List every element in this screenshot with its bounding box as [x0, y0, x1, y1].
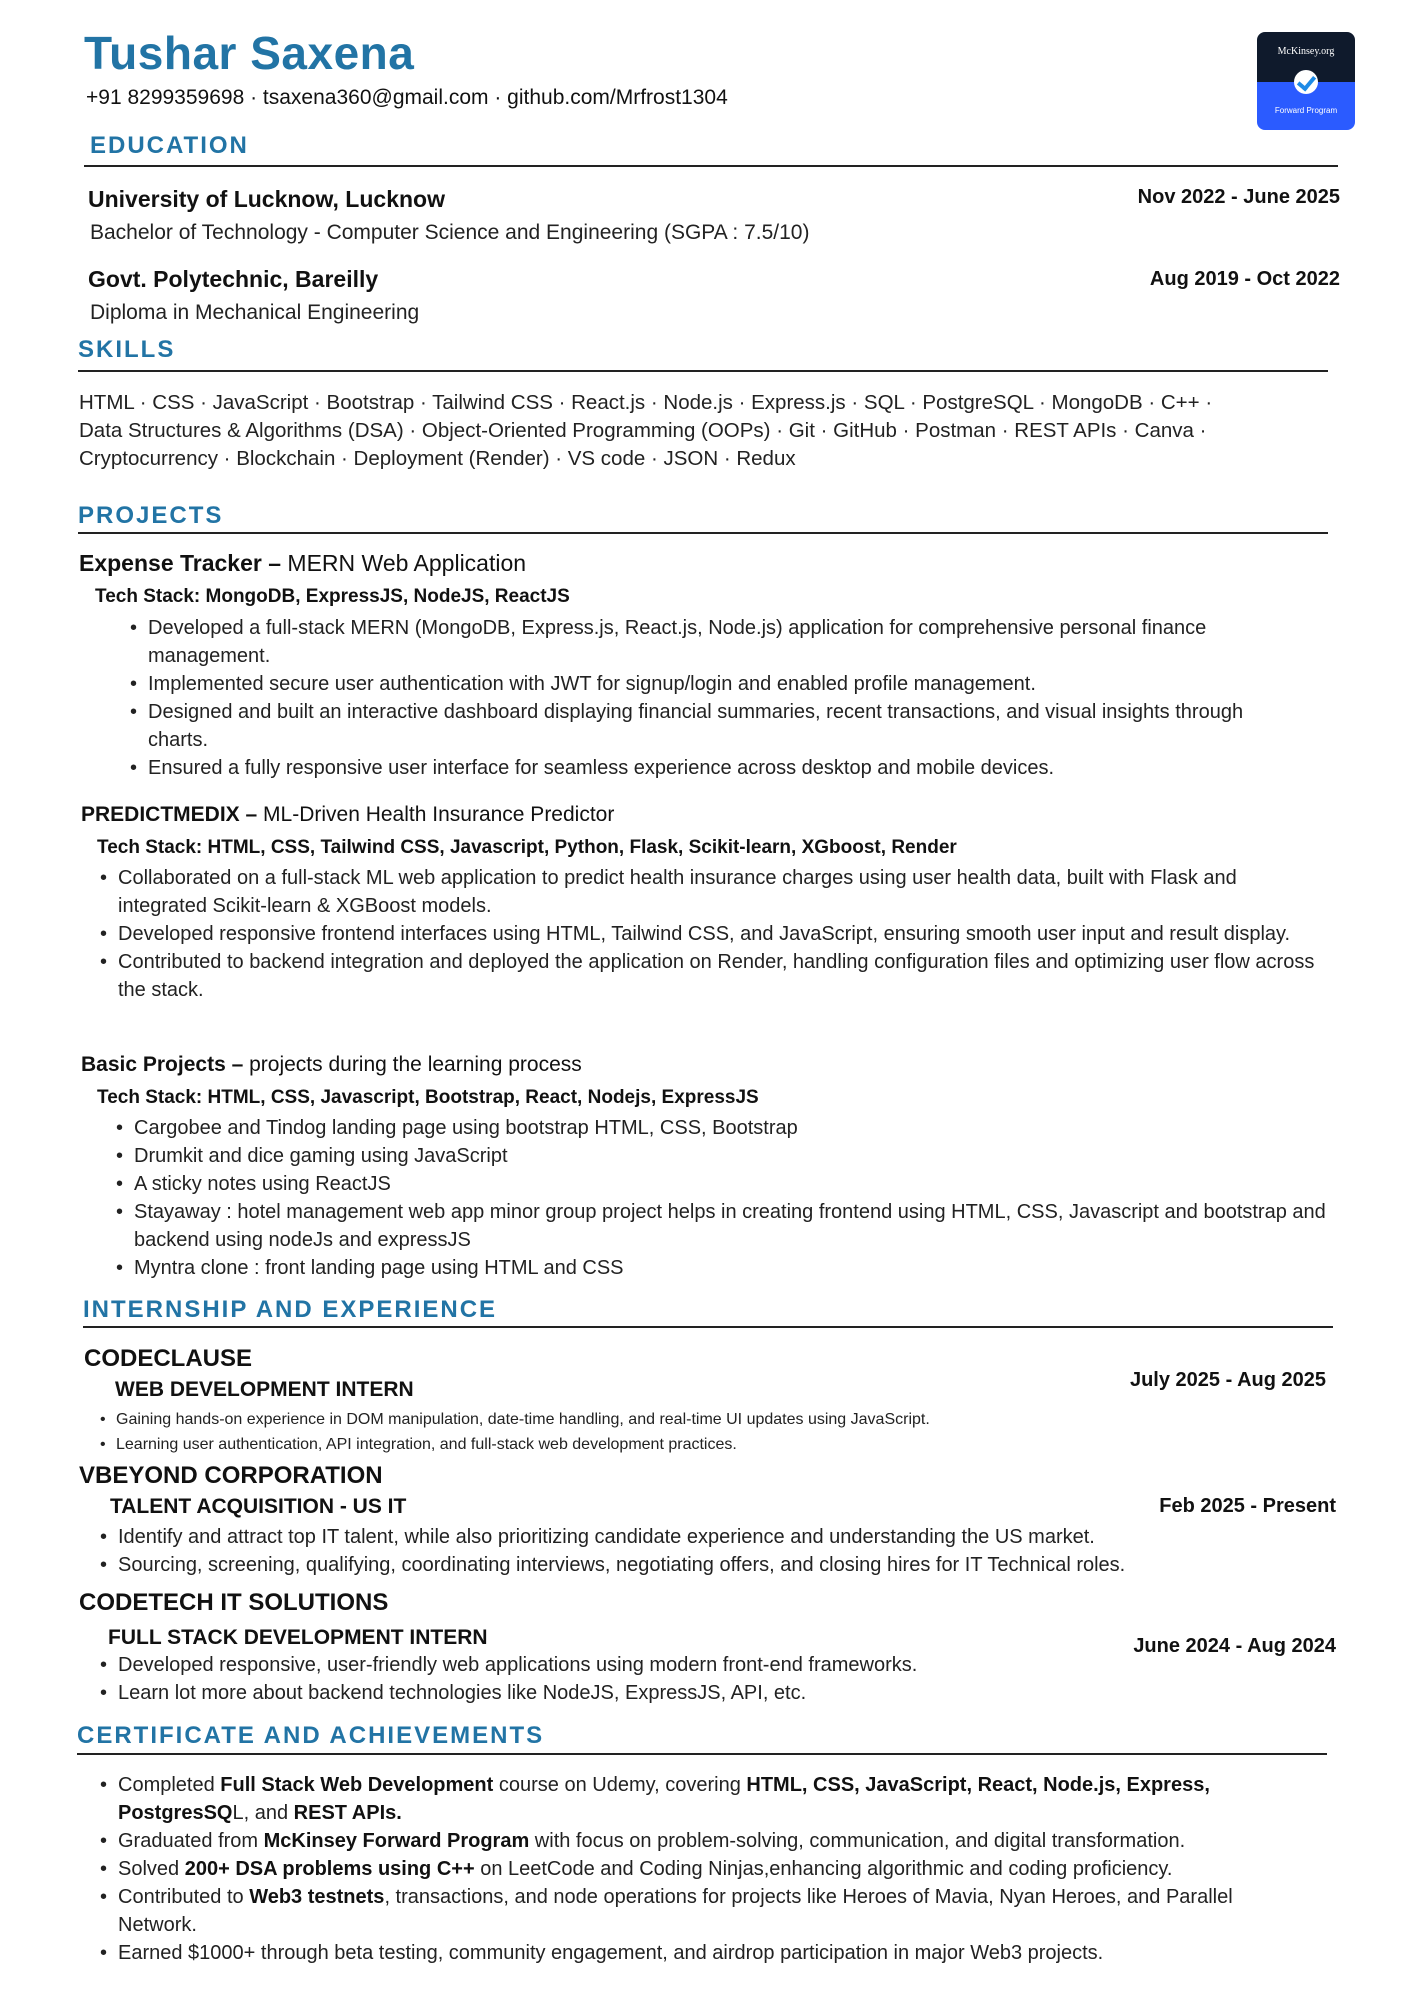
project-title [79, 550, 526, 577]
education-degree: Bachelor of Technology - Computer Science and Engineering (SGPA : 7.5/10) [90, 221, 810, 244]
cert-text: Graduated from [118, 1830, 264, 1852]
experience-company: CODETECH IT SOLUTIONS [79, 1589, 389, 1616]
certificate-item [96, 1827, 1316, 1855]
project-desc: ML-Driven Health Insurance Predictor [263, 803, 615, 826]
section-divider [78, 370, 1328, 372]
contact-line: +91 8299359698 · tsaxena360@gmail.com · github.com/Mrfrost1304 [86, 86, 728, 109]
project-stack: Tech Stack: HTML, CSS, Tailwind CSS, Javascript, Python, Flask, Scikit-learn, XGboost, Render [97, 837, 957, 858]
education-dates: Aug 2019 - Oct 2022 [1149, 268, 1340, 290]
certificate-item [96, 1883, 1316, 1939]
skills-line: HTML · CSS · JavaScript · Bootstrap · Tailwind CSS · React.js · Node.js · Express.js · SQL · PostgreSQL · MongoDB · C++ · [79, 391, 1213, 414]
project-name: Basic Projects – [81, 1053, 250, 1076]
section-divider [84, 165, 1338, 167]
project-title [81, 1053, 582, 1077]
badge-org: McKinsey.org [1257, 32, 1355, 82]
experience-bullets [96, 1651, 1336, 1707]
section-title-projects: PROJECTS [78, 502, 224, 529]
project-title [81, 803, 614, 827]
project-bullets [96, 864, 1326, 1004]
cert-highlight: Web3 testnets [249, 1886, 385, 1908]
section-title-experience: INTERNSHIP AND EXPERIENCE [83, 1296, 498, 1323]
cert-text: Earned $1000+ through beta testing, community engagement, and airdrop participation in major Web3 projects. [118, 1942, 1104, 1964]
cert-text: course on Udemy, covering [493, 1774, 747, 1796]
experience-dates: July 2025 - Aug 2025 [1129, 1369, 1326, 1391]
project-bullet: • Cargobee and Tindog landing page using bootstrap HTML, CSS, Bootstrap [112, 1114, 1352, 1142]
project-bullet: • Myntra clone : front landing page using HTML and CSS [112, 1254, 1352, 1282]
mckinsey-badge [1257, 32, 1355, 130]
candidate-name: Tushar Saxena [84, 27, 415, 79]
cert-text: Completed [118, 1774, 221, 1796]
project-bullet: • Collaborated on a full-stack ML web application to predict health insurance charges using user health data, built with Flask and integrated Scikit-learn & XGBoost models. [96, 864, 1326, 920]
certificate-item [96, 1939, 1316, 1967]
project-bullet: • Developed a full-stack MERN (MongoDB, Express.js, React.js, Node.js) application for comprehensive personal finance management. [126, 614, 1276, 670]
section-title-skills: SKILLS [78, 336, 176, 363]
project-desc: projects during the learning process [249, 1053, 582, 1076]
check-circle-icon [1294, 70, 1318, 94]
education-degree: Diploma in Mechanical Engineering [90, 301, 420, 324]
section-divider [83, 1326, 1333, 1328]
experience-bullet: • Learning user authentication, API integration, and full-stack web development practices. [98, 1432, 1298, 1457]
education-school: University of Lucknow, Lucknow [88, 186, 445, 212]
project-name: Expense Tracker – [79, 550, 288, 576]
project-bullet: • Implemented secure user authentication with JWT for signup/login and enabled profile management. [126, 670, 1276, 698]
section-divider [77, 1753, 1327, 1755]
project-bullet: • Designed and built an interactive dashboard displaying financial summaries, recent transactions, and visual insights through charts. [126, 698, 1276, 754]
project-bullets [126, 614, 1276, 782]
experience-role: WEB DEVELOPMENT INTERN [115, 1378, 414, 1401]
experience-bullet: • Developed responsive, user-friendly web applications using modern front-end frameworks. [96, 1651, 1336, 1679]
cert-text: with focus on problem-solving, communication, and digital transformation. [529, 1830, 1186, 1852]
experience-role: FULL STACK DEVELOPMENT INTERN [108, 1626, 488, 1649]
experience-bullets [96, 1523, 1336, 1579]
experience-company: CODECLAUSE [84, 1345, 253, 1372]
section-title-certificates: CERTIFICATE AND ACHIEVEMENTS [77, 1722, 545, 1749]
project-bullet: • A sticky notes using ReactJS [112, 1170, 1352, 1198]
cert-highlight: HTML, CSS, JavaScript, React, Node.js, Express, PostgresSQ [118, 1774, 1210, 1824]
cert-highlight: REST APIs. [293, 1802, 402, 1824]
project-bullet: • Drumkit and dice gaming using JavaScript [112, 1142, 1352, 1170]
cert-text: Solved [118, 1858, 185, 1880]
experience-dates: June 2024 - Aug 2024 [1133, 1635, 1336, 1657]
section-divider [78, 532, 1328, 534]
experience-bullet: • Learn lot more about backend technologies like NodeJS, ExpressJS, API, etc. [96, 1679, 1336, 1707]
project-bullet: • Developed responsive frontend interfaces using HTML, Tailwind CSS, and JavaScript, ensuring smooth user input and result display. [96, 920, 1326, 948]
project-bullet: • Stayaway : hotel management web app minor group project helps in creating frontend using HTML, CSS, Javascript and bootstrap and backend using nodeJs and expressJS [112, 1198, 1352, 1254]
project-bullet: • Ensured a fully responsive user interface for seamless experience across desktop and mobile devices. [126, 754, 1276, 782]
project-bullet: • Contributed to backend integration and deployed the application on Render, handling configuration files and optimizing user flow across the stack. [96, 948, 1326, 1004]
skills-line: Data Structures & Algorithms (DSA) · Object-Oriented Programming (OOPs) · Git · GitHub · Postman · REST APIs · Canva · [79, 419, 1207, 442]
skills-line: Cryptocurrency · Blockchain · Deployment (Render) · VS code · JSON · Redux [79, 447, 796, 470]
badge-program: Forward Program [1274, 106, 1338, 115]
experience-company: VBEYOND CORPORATION [79, 1462, 383, 1489]
cert-text: , transactions, and node operations for projects like Heroes of Mavia, Nyan Heroes, and Parallel Network. [118, 1886, 1233, 1936]
project-bullets [112, 1114, 1352, 1282]
project-stack: Tech Stack: HTML, CSS, Javascript, Bootstrap, React, Nodejs, ExpressJS [97, 1087, 759, 1108]
cert-highlight: 200+ DSA problems using C++ [184, 1858, 475, 1880]
certificate-list [96, 1771, 1316, 1967]
experience-role: TALENT ACQUISITION - US IT [110, 1495, 407, 1518]
project-name: PREDICTMEDIX – [81, 803, 264, 826]
education-dates: Nov 2022 - June 2025 [1137, 186, 1340, 208]
cert-highlight: Full Stack Web Development [220, 1774, 494, 1796]
experience-bullet: • Sourcing, screening, qualifying, coordinating interviews, negotiating offers, and closing hires for IT Technical roles. [96, 1551, 1336, 1579]
skills-list [79, 389, 1212, 473]
cert-text: Contributed to [118, 1886, 250, 1908]
cert-text: on LeetCode and Coding Ninjas,enhancing algorithmic and coding proficiency. [474, 1858, 1173, 1880]
education-school: Govt. Polytechnic, Bareilly [88, 266, 379, 292]
project-desc: MERN Web Application [287, 550, 527, 576]
certificate-item [96, 1855, 1316, 1883]
experience-dates: Feb 2025 - Present [1159, 1495, 1336, 1517]
experience-bullet: • Gaining hands-on experience in DOM manipulation, date-time handling, and real-time UI updates using JavaScript. [98, 1407, 1298, 1432]
cert-highlight: McKinsey Forward Program [263, 1830, 530, 1852]
section-title-education: EDUCATION [90, 132, 249, 159]
cert-text: L, and [232, 1802, 294, 1824]
project-stack: Tech Stack: MongoDB, ExpressJS, NodeJS, ReactJS [95, 586, 570, 607]
experience-bullet: • Identify and attract top IT talent, while also prioritizing candidate experience and understanding the US market. [96, 1523, 1336, 1551]
experience-bullets [98, 1407, 1298, 1457]
certificate-item [96, 1771, 1316, 1827]
